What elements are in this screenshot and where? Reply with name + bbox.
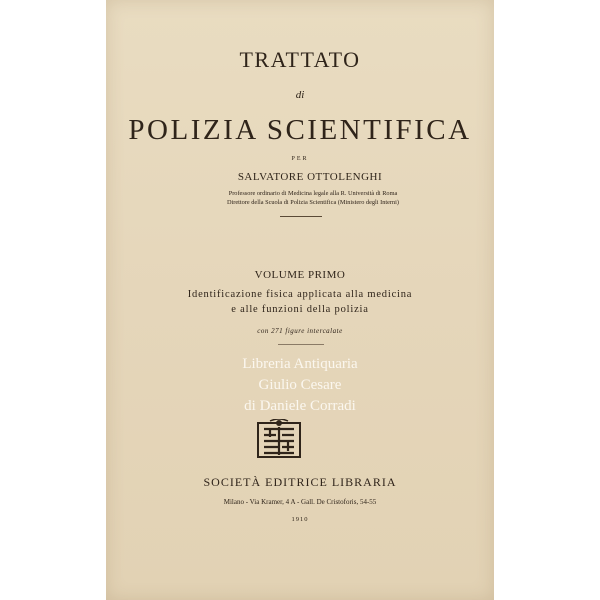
- book-title-page: [106, 0, 494, 600]
- publication-year: 1910: [291, 516, 309, 523]
- title-connector: di: [295, 89, 305, 101]
- publisher-emblem-icon: [256, 419, 302, 459]
- author-affiliation-1: Professore ordinario di Medicina legale alla R. Università di Roma: [228, 190, 398, 197]
- subtitle-line-2: e alle funzioni della polizia: [231, 304, 369, 315]
- watermark-line-1: Libreria Antiquaria: [242, 356, 358, 372]
- by-label: PER: [291, 156, 309, 162]
- watermark-line-2: Giulio Cesare: [258, 377, 342, 393]
- divider-rule-small: [278, 344, 324, 345]
- watermark-line-3: di Daniele Corradi: [244, 398, 356, 414]
- publisher-name: SOCIETÀ EDITRICE LIBRARIA: [203, 475, 397, 489]
- subtitle-line-1: Identificazione fisica applicata alla medicina: [187, 289, 413, 300]
- divider-rule: [280, 216, 322, 217]
- volume-label: VOLUME PRIMO: [254, 269, 346, 281]
- figures-note: con 271 figure intercalate: [257, 327, 343, 335]
- author-name: SALVATORE OTTOLENGHI: [237, 171, 383, 183]
- publisher-address: Milano - Via Kramer, 4 A - Gall. De Cristoforis, 54-55: [223, 498, 377, 506]
- main-title: POLIZIA SCIENTIFICA: [128, 114, 472, 146]
- author-affiliation-2: Direttore della Scuola di Polizia Scientifica (Ministero degli Interni): [226, 199, 400, 206]
- title-word: TRATTATO: [239, 47, 361, 72]
